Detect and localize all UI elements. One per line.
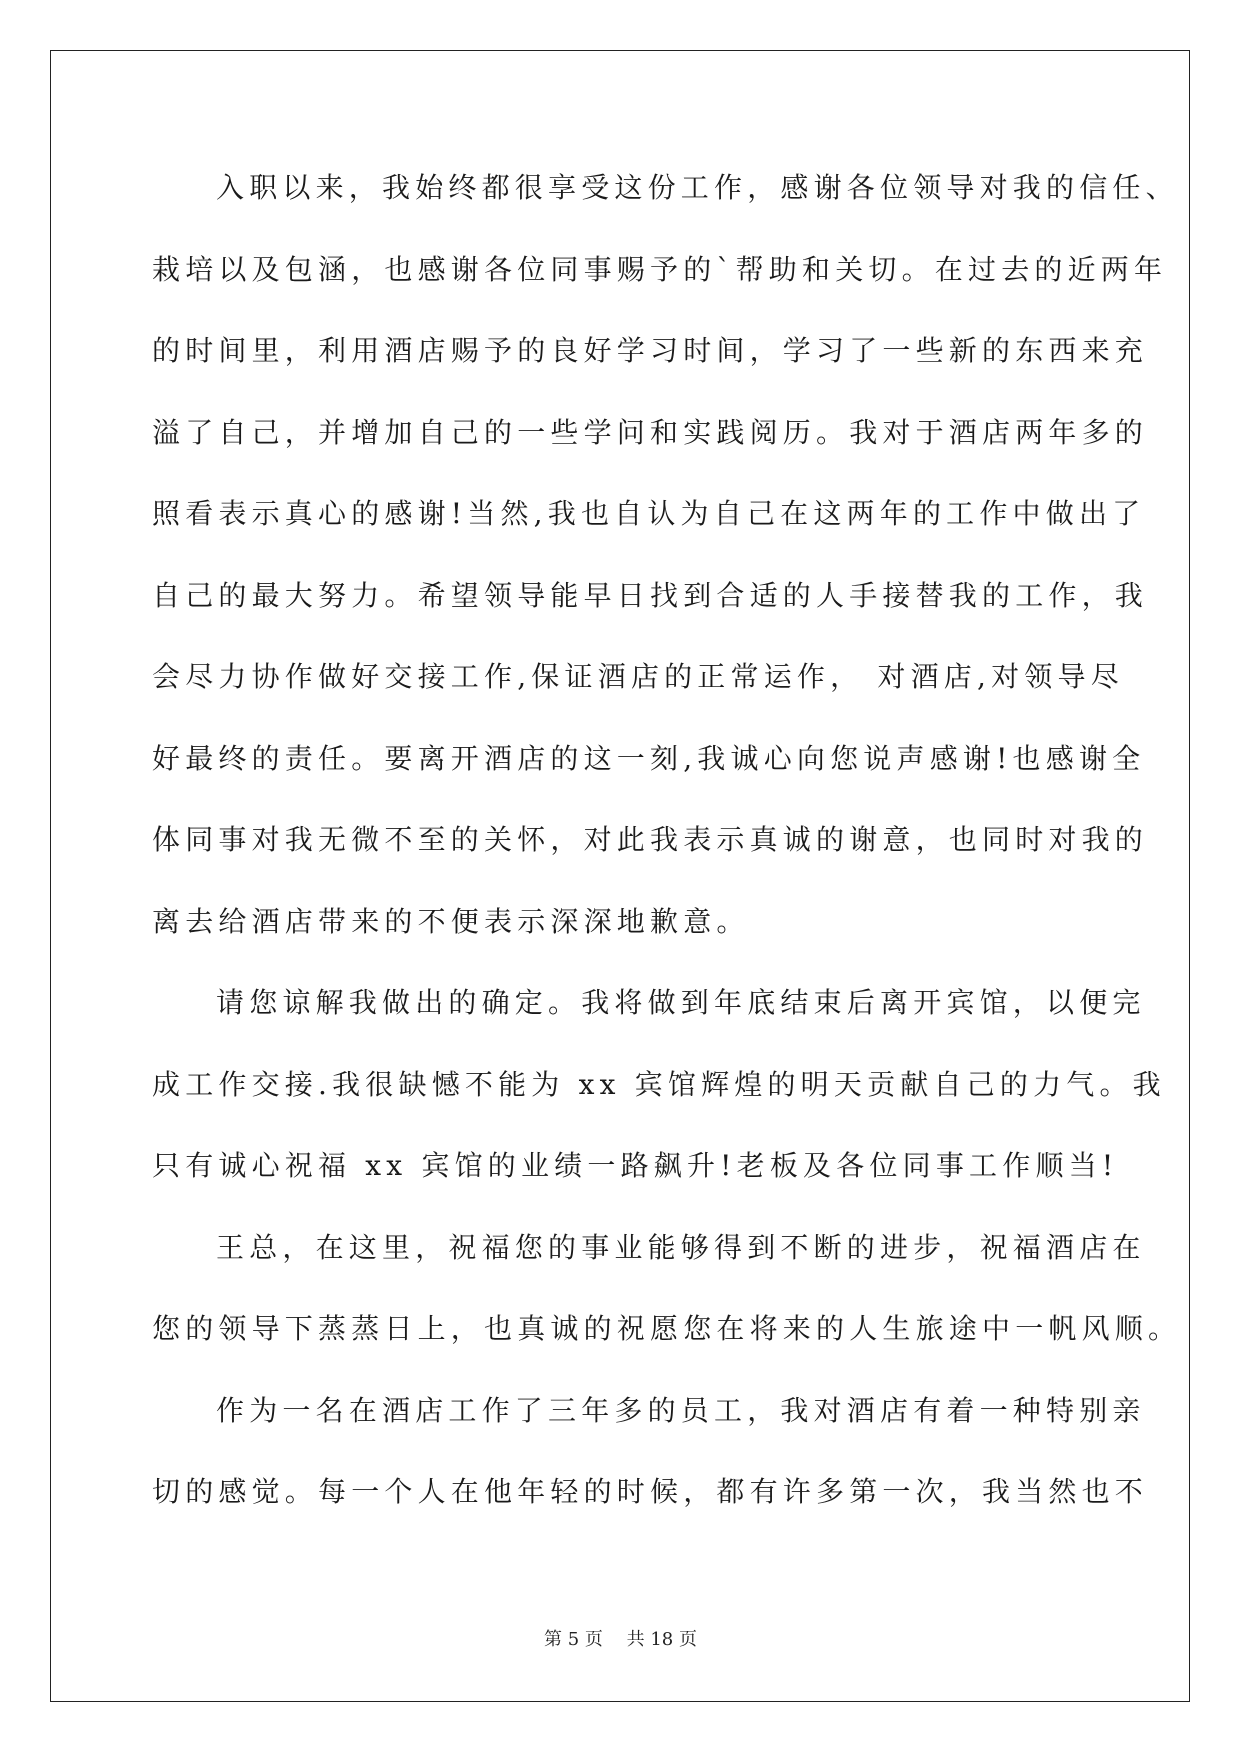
text-line-5: 照看表示真心的感谢!当然,我也自认为自己在这两年的工作中做出了 <box>152 497 1146 530</box>
text-line-1: 入职以来，我始终都很享受这份工作，感谢各位领导对我的信任、 <box>216 171 1179 204</box>
text-line-10: 离去给酒店带来的不便表示深深地歉意。 <box>152 904 750 938</box>
document-body <box>152 163 1182 1549</box>
text-line-8: 好最终的责任。要离开酒店的这一刻,我诚心向您说声感谢!也感谢全 <box>152 741 1146 775</box>
text-line-17: 切的感觉。每一个人在他年轻的时候，都有许多第一次，我当然也不 <box>152 1475 1149 1508</box>
text-line-16: 作为一名在酒店工作了三年多的员工，我对酒店有着一种特别亲 <box>216 1393 1146 1427</box>
text-line-9: 体同事对我无微不至的关怀，对此我表示真诚的谢意，也同时对我的 <box>152 823 1149 856</box>
text-line-4: 溢了自己，并增加自己的一些学问和实践阅历。我对于酒店两年多的 <box>152 415 1149 449</box>
text-line-14: 王总，在这里，祝福您的事业能够得到不断的进步，祝福酒店在 <box>216 1230 1146 1264</box>
text-line-3: 的时间里，利用酒店赐予的良好学习时间，学习了一些新的东西来充 <box>152 334 1149 367</box>
text-line-2: 栽培以及包涵，也感谢各位同事赐予的`帮助和关切。在过去的近两年 <box>152 252 1168 286</box>
text-line-7: 会尽力协作做好交接工作,保证酒店的正常运作， 对酒店,对领导尽 <box>152 660 1124 693</box>
text-line-11: 请您谅解我做出的确定。我将做到年底结束后离开宾馆，以便完 <box>216 986 1146 1019</box>
text-line-13: 只有诚心祝福 xx 宾馆的业绩一路飙升!老板及各位同事工作顺当! <box>152 1149 1119 1182</box>
text-line-12: 成工作交接.我很缺憾不能为 xx 宾馆辉煌的明天贡献自己的力气。我 <box>152 1067 1166 1101</box>
page-number-footer: 第 5 页 共 18 页 <box>544 1629 697 1650</box>
text-line-15: 您的领导下蒸蒸日上，也真诚的祝愿您在将来的人生旅途中一帆风顺。 <box>152 1312 1182 1345</box>
text-line-6: 自己的最大努力。希望领导能早日找到合适的人手接替我的工作，我 <box>152 578 1149 612</box>
